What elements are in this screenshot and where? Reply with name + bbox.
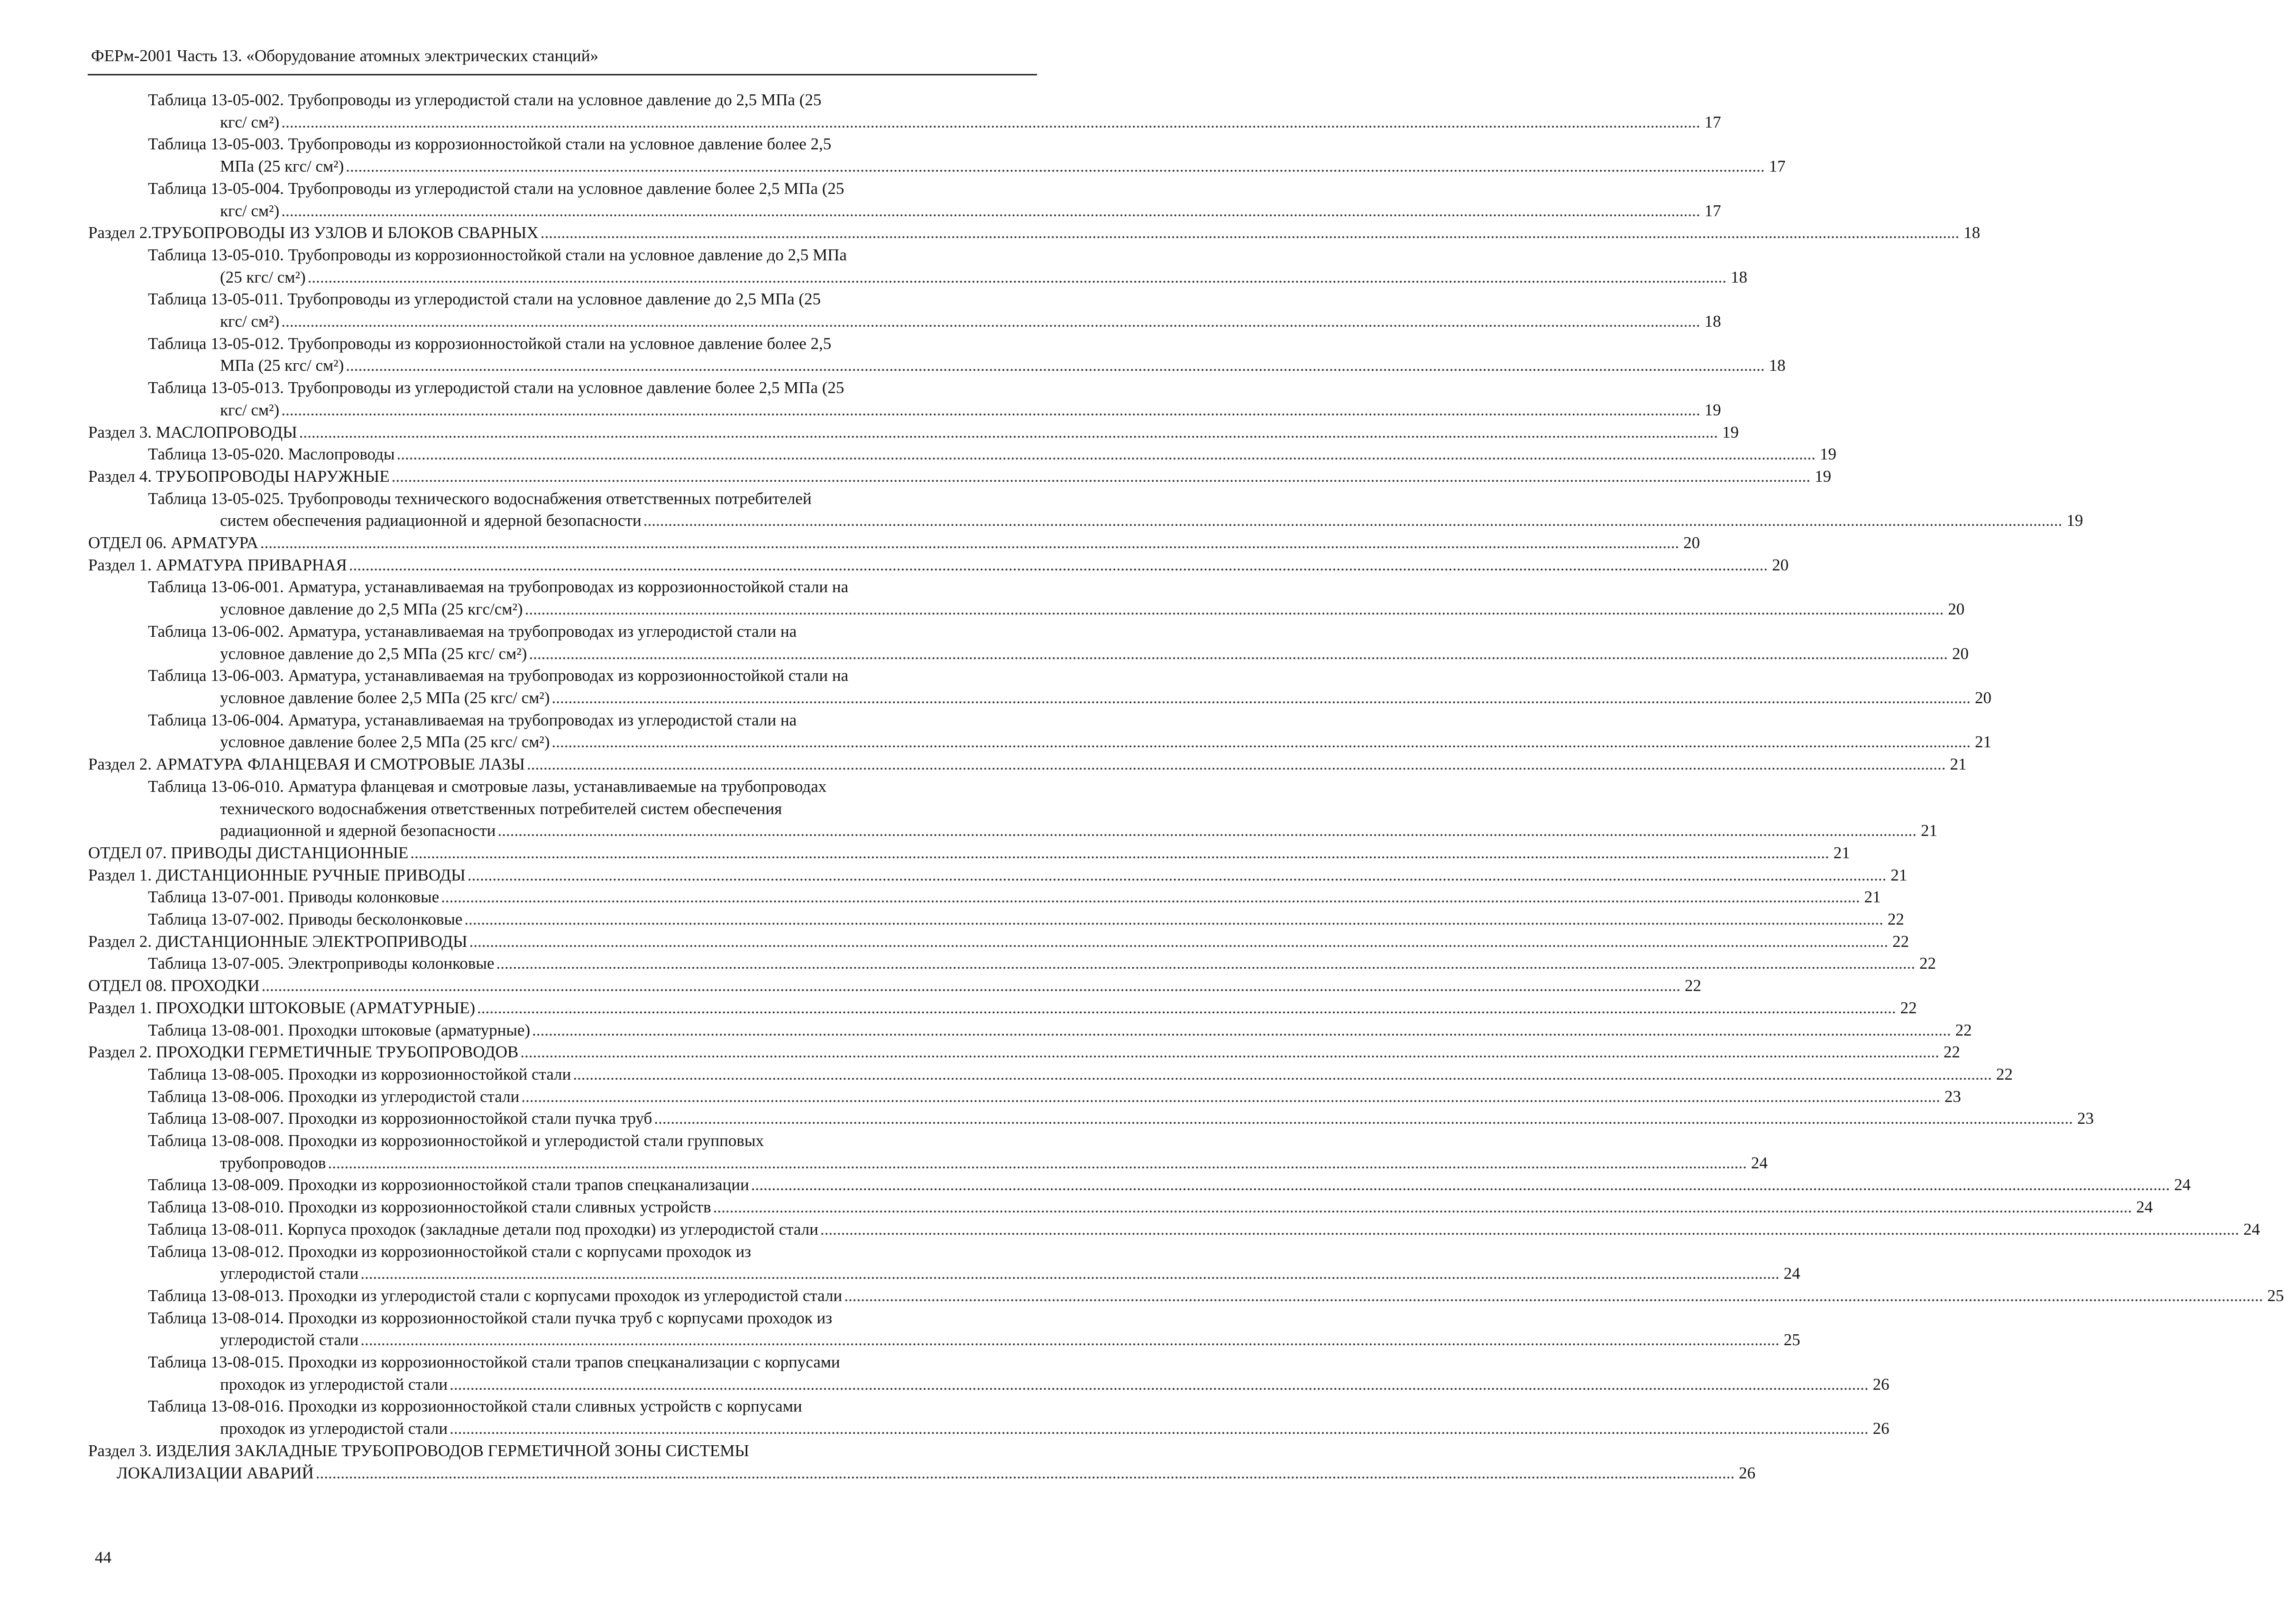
toc-entry-text: Таблица 13-08-009. Проходки из коррозионностойкой стали трапов спецканализации bbox=[148, 1175, 749, 1194]
toc-table-entry bbox=[88, 1285, 2284, 1307]
toc-page-number: 24 bbox=[2243, 1220, 2260, 1239]
toc-page-number: 17 bbox=[1704, 201, 1721, 220]
toc-entry-text: систем обеспечения радиационной и ядерной безопасности bbox=[220, 511, 642, 530]
toc-section bbox=[88, 466, 1832, 488]
toc-entry-text: Таблица 13-06-010. Арматура фланцевая и смотровые лазы, устанавливаемые на трубопроводах bbox=[148, 777, 827, 796]
dot-leader: ...................................................................................................................................................................................................................................................................................................................................................... bbox=[281, 201, 1700, 220]
toc-section bbox=[88, 931, 1909, 953]
toc-page-number: 20 bbox=[1952, 644, 1969, 663]
running-header: ФЕРм-2001 Часть 13. «Оборудование атомных электрических станций» bbox=[91, 46, 599, 65]
dot-leader: ...................................................................................................................................................................................................................................................................................................................................................... bbox=[551, 688, 1971, 707]
toc-entry-text: Таблица 13-05-025. Трубопроводы технического водоснабжения ответственных потребителей bbox=[148, 489, 812, 508]
dot-leader: ...................................................................................................................................................................................................................................................................................................................................................... bbox=[346, 356, 1765, 375]
toc-page-number: 22 bbox=[1955, 1020, 1972, 1039]
toc-entry-text: кгс/ см²) bbox=[220, 312, 280, 331]
toc-table-entry bbox=[88, 953, 1936, 975]
toc-entry-text: проходок из углеродистой стали bbox=[220, 1375, 448, 1394]
toc-page-number: 25 bbox=[1783, 1330, 1800, 1349]
dot-leader: ...................................................................................................................................................................................................................................................................................................................................................... bbox=[497, 821, 1917, 840]
toc-table-entry bbox=[88, 133, 1786, 177]
dot-leader: ...................................................................................................................................................................................................................................................................................................................................................... bbox=[551, 733, 1971, 752]
toc-table-entry bbox=[88, 1241, 1800, 1285]
header-rule bbox=[88, 74, 1037, 75]
toc-department bbox=[88, 532, 1700, 554]
toc-table-entry bbox=[88, 1108, 2094, 1130]
toc-page-number: 20 bbox=[1683, 533, 1700, 552]
toc-entry-text: Таблица 13-08-001. Проходки штоковые (арматурные) bbox=[148, 1020, 531, 1039]
toc-page-number: 22 bbox=[1887, 910, 1904, 929]
dot-leader: ...................................................................................................................................................................................................................................................................................................................................................... bbox=[477, 998, 1896, 1017]
toc-entry-text: технического водоснабжения ответственных потребителей систем обеспечения bbox=[220, 799, 782, 818]
dot-leader: ...................................................................................................................................................................................................................................................................................................................................................... bbox=[469, 932, 1889, 951]
toc-entry-text: (25 кгс/ см²) bbox=[220, 267, 306, 286]
toc-page-number: 18 bbox=[1769, 356, 1786, 375]
dot-leader: ...................................................................................................................................................................................................................................................................................................................................................... bbox=[410, 843, 1829, 862]
dot-leader: ...................................................................................................................................................................................................................................................................................................................................................... bbox=[281, 400, 1700, 419]
toc-section bbox=[88, 864, 1908, 887]
toc-page-number: 19 bbox=[2066, 511, 2083, 530]
toc-entry-text: Таблица 13-08-008. Проходки из коррозионностойкой и углеродистой стали групповых bbox=[148, 1131, 764, 1150]
toc-entry-text: Таблица 13-05-010. Трубопроводы из коррозионностойкой стали на условное давление до 2,5 МПа bbox=[148, 245, 847, 264]
toc-section bbox=[88, 422, 1739, 444]
dot-leader: ...................................................................................................................................................................................................................................................................................................................................................... bbox=[573, 1064, 1992, 1083]
toc-page-number: 19 bbox=[1722, 422, 1739, 441]
toc-table-entry bbox=[88, 1064, 2013, 1086]
dot-leader: ...................................................................................................................................................................................................................................................................................................................................................... bbox=[346, 157, 1765, 176]
toc-page-number: 23 bbox=[2077, 1109, 2094, 1128]
dot-leader: ...................................................................................................................................................................................................................................................................................................................................................... bbox=[526, 755, 1946, 774]
toc-page-number: 20 bbox=[1772, 555, 1789, 574]
dot-leader: ...................................................................................................................................................................................................................................................................................................................................................... bbox=[307, 267, 1727, 286]
dot-leader: ...................................................................................................................................................................................................................................................................................................................................................... bbox=[360, 1264, 1780, 1283]
toc-page-number: 20 bbox=[1975, 688, 1992, 707]
toc-entry-text: условное давление до 2,5 МПа (25 кгс/ см²) bbox=[220, 644, 527, 663]
toc-entry-text: ОТДЕЛ 07. ПРИВОДЫ ДИСТАНЦИОННЫЕ bbox=[88, 843, 409, 862]
toc-page-number: 17 bbox=[1769, 157, 1786, 176]
toc-page-number: 24 bbox=[1783, 1264, 1800, 1283]
toc-entry-text: Таблица 13-08-014. Проходки из коррозионностойкой стали пучка труб с корпусами проходок из bbox=[148, 1308, 833, 1327]
dot-leader: ...................................................................................................................................................................................................................................................................................................................................................... bbox=[654, 1109, 2073, 1128]
dot-leader: ...................................................................................................................................................................................................................................................................................................................................................... bbox=[260, 533, 1679, 552]
toc-entry-text: Таблица 13-08-011. Корпуса проходок (закладные детали под проходки) из углеродистой стали bbox=[148, 1220, 818, 1239]
toc-entry-text: Таблица 13-05-002. Трубопроводы из углеродистой стали на условное давление до 2,5 МПа (25 bbox=[148, 91, 822, 109]
toc-entry-text: Таблица 13-08-010. Проходки из коррозионностойкой стали сливных устройств bbox=[148, 1198, 711, 1217]
dot-leader: ...................................................................................................................................................................................................................................................................................................................................................... bbox=[521, 1087, 1940, 1106]
dot-leader: ...................................................................................................................................................................................................................................................................................................................................................... bbox=[751, 1175, 2170, 1194]
toc-entry-text: Таблица 13-08-016. Проходки из коррозионностойкой стали сливных устройств с корпусами bbox=[148, 1397, 802, 1416]
toc-entry-text: МПа (25 кгс/ см²) bbox=[220, 157, 344, 176]
dot-leader: ...................................................................................................................................................................................................................................................................................................................................................... bbox=[281, 112, 1700, 131]
toc-table-entry bbox=[88, 886, 1881, 908]
toc-entry-text: Раздел 2.ТРУБОПРОВОДЫ ИЗ УЗЛОВ И БЛОКОВ СВАРНЫХ bbox=[88, 223, 539, 242]
toc-page-number: 18 bbox=[1704, 312, 1721, 331]
toc-department bbox=[88, 842, 1850, 864]
toc-table-entry bbox=[88, 89, 1721, 133]
toc-entry-text: условное давление более 2,5 МПа (25 кгс/ см²) bbox=[220, 688, 550, 707]
toc-page-number: 26 bbox=[1872, 1375, 1890, 1394]
dot-leader: ...................................................................................................................................................................................................................................................................................................................................................... bbox=[540, 223, 1960, 242]
page-number: 44 bbox=[95, 1548, 111, 1567]
toc-table-entry bbox=[88, 333, 1786, 377]
toc-entry-text: Раздел 2. ДИСТАНЦИОННЫЕ ЭЛЕКТРОПРИВОДЫ bbox=[88, 932, 468, 951]
dot-leader: ...................................................................................................................................................................................................................................................................................................................................................... bbox=[844, 1286, 2263, 1305]
toc-table-entry bbox=[88, 1196, 2153, 1219]
toc-entry-text: углеродистой стали bbox=[220, 1330, 359, 1349]
toc-entry-text: трубопроводов bbox=[220, 1153, 326, 1172]
toc-table-entry bbox=[88, 1395, 1890, 1440]
toc-table-entry bbox=[88, 288, 1721, 332]
dot-leader: ...................................................................................................................................................................................................................................................................................................................................................... bbox=[299, 422, 1718, 441]
toc-department bbox=[88, 975, 1701, 997]
toc-entry-text: Раздел 2. ПРОХОДКИ ГЕРМЕТИЧНЫЕ ТРУБОПРОВОДОВ bbox=[88, 1043, 519, 1062]
toc-section bbox=[88, 222, 1981, 244]
toc-section bbox=[88, 1440, 1756, 1484]
toc-table-entry bbox=[88, 709, 1992, 753]
toc-entry-text: Раздел 1. ДИСТАНЦИОННЫЕ РУЧНЫЕ ПРИВОДЫ bbox=[88, 865, 466, 884]
toc-entry-text: Таблица 13-05-020. Маслопроводы bbox=[148, 445, 395, 464]
toc-entry-text: кгс/ см²) bbox=[220, 112, 280, 131]
toc-entry-text: Таблица 13-08-013. Проходки из углеродистой стали с корпусами проходок из углеродистой стали bbox=[148, 1286, 843, 1305]
toc-table-entry bbox=[88, 665, 1992, 709]
dot-leader: ...................................................................................................................................................................................................................................................................................................................................................... bbox=[391, 467, 1811, 486]
dot-leader: ...................................................................................................................................................................................................................................................................................................................................................... bbox=[328, 1153, 1747, 1172]
toc-entry-text: МПа (25 кгс/ см²) bbox=[220, 356, 344, 375]
toc-page-number: 22 bbox=[1996, 1064, 2013, 1083]
toc-table-entry bbox=[88, 1086, 1961, 1108]
toc-table-entry bbox=[88, 1130, 1768, 1174]
toc-table-entry bbox=[88, 178, 1721, 222]
toc-entry-text: ЛОКАЛИЗАЦИИ АВАРИЙ bbox=[117, 1463, 314, 1482]
toc-entry-text: Таблица 13-06-003. Арматура, устанавливаемая на трубопроводах из коррозионностойкой стали на bbox=[148, 666, 849, 685]
toc-page-number: 22 bbox=[1943, 1043, 1960, 1062]
toc-page-number: 19 bbox=[1820, 445, 1836, 464]
dot-leader: ...................................................................................................................................................................................................................................................................................................................................................... bbox=[441, 888, 1860, 907]
dot-leader: ...................................................................................................................................................................................................................................................................................................................................................... bbox=[349, 555, 1768, 574]
toc-page-number: 22 bbox=[1919, 954, 1936, 973]
toc-table-entry bbox=[88, 1307, 1800, 1351]
toc-entry-text: Таблица 13-06-004. Арматура, устанавливаемая на трубопроводах из углеродистой стали на bbox=[148, 710, 797, 729]
dot-leader: ...................................................................................................................................................................................................................................................................................................................................................... bbox=[464, 910, 1883, 929]
toc-page-number: 22 bbox=[1900, 998, 1917, 1017]
toc-page-number: 17 bbox=[1704, 112, 1721, 131]
toc-entry-text: ОТДЕЛ 08. ПРОХОДКИ bbox=[88, 976, 260, 995]
toc-table-entry bbox=[88, 488, 2083, 532]
dot-leader: ...................................................................................................................................................................................................................................................................................................................................................... bbox=[449, 1419, 1869, 1438]
toc-entry-text: углеродистой стали bbox=[220, 1264, 359, 1283]
toc-table-entry bbox=[88, 377, 1721, 421]
dot-leader: ...................................................................................................................................................................................................................................................................................................................................................... bbox=[496, 954, 1915, 973]
toc-page-number: 19 bbox=[1815, 467, 1832, 486]
toc-entry-text: Таблица 13-06-002. Арматура, устанавливаемая на трубопроводах из углеродистой стали на bbox=[148, 622, 797, 641]
toc-section bbox=[88, 997, 1917, 1019]
toc-table-entry bbox=[88, 1219, 2260, 1241]
toc-entry-text: Таблица 13-05-012. Трубопроводы из коррозионностойкой стали на условное давление более 2,5 bbox=[148, 334, 832, 353]
toc-page-number: 21 bbox=[1950, 755, 1967, 774]
toc-table-entry bbox=[88, 576, 1965, 620]
dot-leader: ...................................................................................................................................................................................................................................................................................................................................................... bbox=[449, 1375, 1869, 1394]
toc-table-entry bbox=[88, 244, 1748, 288]
dot-leader: ...................................................................................................................................................................................................................................................................................................................................................... bbox=[532, 1020, 1951, 1039]
table-of-contents bbox=[88, 89, 2284, 1484]
dot-leader: ...................................................................................................................................................................................................................................................................................................................................................... bbox=[315, 1463, 1735, 1482]
toc-entry-text: кгс/ см²) bbox=[220, 201, 280, 220]
toc-page-number: 21 bbox=[1864, 888, 1881, 907]
toc-page-number: 26 bbox=[1739, 1463, 1756, 1482]
dot-leader: ...................................................................................................................................................................................................................................................................................................................................................... bbox=[713, 1198, 2132, 1217]
toc-page-number: 23 bbox=[1944, 1087, 1961, 1106]
toc-page-number: 24 bbox=[1751, 1153, 1768, 1172]
dot-leader: ...................................................................................................................................................................................................................................................................................................................................................... bbox=[524, 600, 1944, 619]
toc-section bbox=[88, 753, 1967, 776]
toc-entry-text: Таблица 13-05-004. Трубопроводы из углеродистой стали на условное давление более 2,5 МПа (25 bbox=[148, 179, 844, 198]
toc-entry-text: Таблица 13-08-006. Проходки из углеродистой стали bbox=[148, 1087, 520, 1106]
toc-section bbox=[88, 554, 1789, 577]
toc-table-entry bbox=[88, 908, 1904, 931]
dot-leader: ...................................................................................................................................................................................................................................................................................................................................................... bbox=[520, 1043, 1939, 1062]
toc-entry-text: ОТДЕЛ 06. АРМАТУРА bbox=[88, 533, 258, 552]
toc-page-number: 19 bbox=[1704, 400, 1721, 419]
toc-entry-text: Таблица 13-08-015. Проходки из коррозионностойкой стали трапов спецканализации с корпусами bbox=[148, 1353, 840, 1372]
toc-page-number: 21 bbox=[1921, 821, 1938, 840]
toc-table-entry bbox=[88, 1019, 1972, 1042]
dot-leader: ...................................................................................................................................................................................................................................................................................................................................................... bbox=[820, 1220, 2239, 1239]
toc-entry-text: Таблица 13-05-011. Трубопроводы из углеродистой стали на условное давление до 2,5 МПа (25 bbox=[148, 290, 821, 309]
toc-table-entry bbox=[88, 776, 1938, 842]
toc-page-number: 21 bbox=[1975, 733, 1992, 752]
toc-entry-text: проходок из углеродистой стали bbox=[220, 1419, 448, 1438]
toc-entry-text: Раздел 1. АРМАТУРА ПРИВАРНАЯ bbox=[88, 555, 347, 574]
toc-page-number: 22 bbox=[1892, 932, 1909, 951]
toc-entry-text: условное давление до 2,5 МПа (25 кгс/см²) bbox=[220, 600, 523, 619]
toc-entry-text: Раздел 3. ИЗДЕЛИЯ ЗАКЛАДНЫЕ ТРУБОПРОВОДОВ ГЕРМЕТИЧНОЙ ЗОНЫ СИСТЕМЫ bbox=[88, 1441, 750, 1460]
toc-page-number: 24 bbox=[2136, 1198, 2153, 1217]
toc-entry-text: Таблица 13-06-001. Арматура, устанавливаемая на трубопроводах из коррозионностойкой стали на bbox=[148, 578, 849, 596]
toc-page-number: 26 bbox=[1872, 1419, 1890, 1438]
toc-page-number: 25 bbox=[2267, 1286, 2284, 1305]
toc-entry-text: Раздел 1. ПРОХОДКИ ШТОКОВЫЕ (АРМАТУРНЫЕ) bbox=[88, 998, 476, 1017]
toc-entry-text: Раздел 3. МАСЛОПРОВОДЫ bbox=[88, 422, 297, 441]
toc-entry-text: Таблица 13-08-005. Проходки из коррозионностойкой стали bbox=[148, 1064, 571, 1083]
toc-entry-text: Таблица 13-07-002. Приводы бесколонковые bbox=[148, 910, 463, 929]
toc-table-entry bbox=[88, 1174, 2191, 1196]
toc-entry-text: Раздел 2. АРМАТУРА ФЛАНЦЕВАЯ И СМОТРОВЫЕ ЛАЗЫ bbox=[88, 755, 525, 774]
toc-entry-text: условное давление более 2,5 МПа (25 кгс/ см²) bbox=[220, 733, 550, 752]
toc-page-number: 18 bbox=[1963, 223, 1981, 242]
dot-leader: ...................................................................................................................................................................................................................................................................................................................................................... bbox=[529, 644, 1948, 663]
toc-entry-text: Таблица 13-07-001. Приводы колонковые bbox=[148, 888, 440, 907]
toc-section bbox=[88, 1041, 1960, 1064]
toc-entry-text: Таблица 13-08-007. Проходки из коррозионностойкой стали пучка труб bbox=[148, 1109, 652, 1128]
dot-leader: ...................................................................................................................................................................................................................................................................................................................................................... bbox=[360, 1330, 1780, 1349]
toc-entry-text: Раздел 4. ТРУБОПРОВОДЫ НАРУЖНЫЕ bbox=[88, 467, 390, 486]
toc-entry-text: кгс/ см²) bbox=[220, 400, 280, 419]
toc-table-entry bbox=[88, 1351, 1890, 1395]
toc-page-number: 18 bbox=[1731, 267, 1748, 286]
dot-leader: ...................................................................................................................................................................................................................................................................................................................................................... bbox=[467, 865, 1887, 884]
toc-entry-text: радиационной и ядерной безопасности bbox=[220, 821, 496, 840]
toc-page-number: 21 bbox=[1890, 865, 1908, 884]
toc-page-number: 24 bbox=[2174, 1175, 2191, 1194]
dot-leader: ...................................................................................................................................................................................................................................................................................................................................................... bbox=[281, 312, 1700, 331]
toc-page-number: 21 bbox=[1833, 843, 1850, 862]
dot-leader: ...................................................................................................................................................................................................................................................................................................................................................... bbox=[396, 445, 1816, 464]
toc-page-number: 20 bbox=[1948, 600, 1965, 619]
toc-entry-text: Таблица 13-08-012. Проходки из коррозионностойкой стали с корпусами проходок из bbox=[148, 1242, 752, 1261]
toc-entry-text: Таблица 13-07-005. Электроприводы колонковые bbox=[148, 954, 495, 973]
dot-leader: ...................................................................................................................................................................................................................................................................................................................................................... bbox=[261, 976, 1680, 995]
toc-entry-text: Таблица 13-05-003. Трубопроводы из коррозионностойкой стали на условное давление более 2,5 bbox=[148, 135, 832, 154]
dot-leader: ...................................................................................................................................................................................................................................................................................................................................................... bbox=[643, 511, 2063, 530]
toc-entry-text: Таблица 13-05-013. Трубопроводы из углеродистой стали на условное давление более 2,5 МПа (25 bbox=[148, 378, 844, 397]
toc-table-entry bbox=[88, 443, 1836, 466]
toc-page-number: 22 bbox=[1684, 976, 1701, 995]
toc-table-entry bbox=[88, 621, 1969, 665]
